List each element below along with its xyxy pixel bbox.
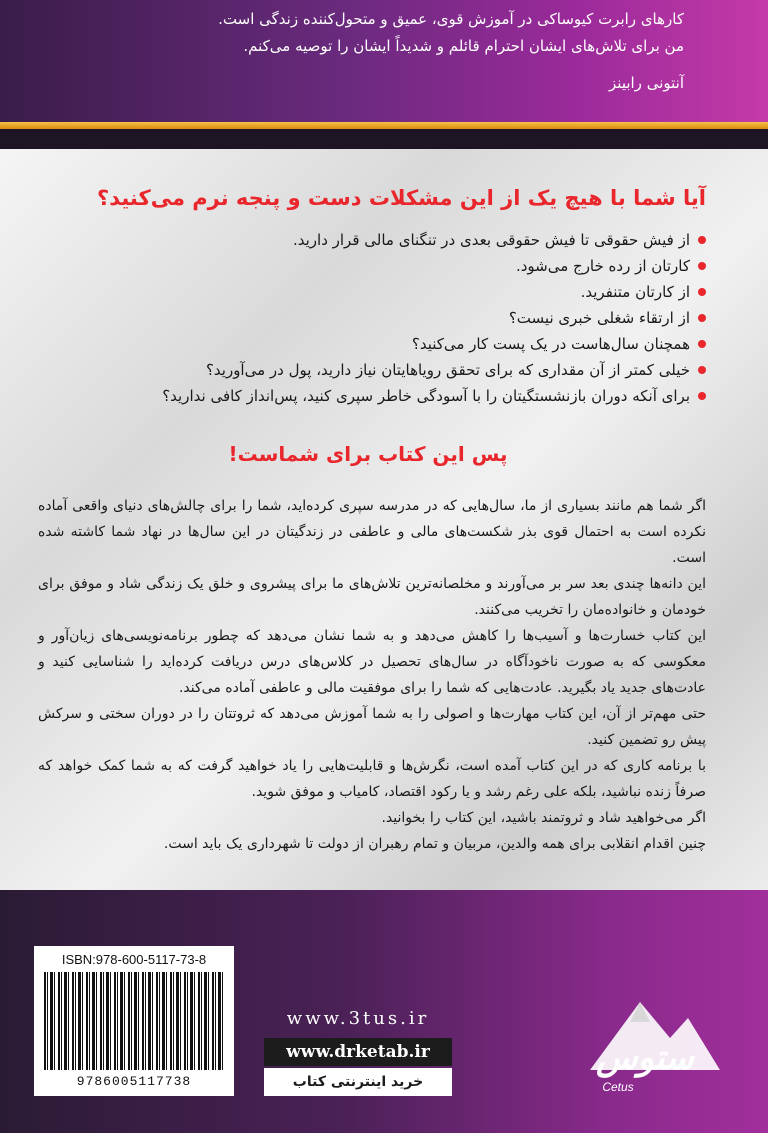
subheading: پس این کتاب برای شماست! xyxy=(228,442,508,466)
paragraph: حتی مهم‌تر از آن، این کتاب مهارت‌ها و اصولی را به شما آموزش می‌دهد که ثروتتان را در دوران سختی و سرکش پیش رو تضمین کنید. xyxy=(38,706,706,748)
paragraph: اگر شما هم مانند بسیاری از ما، سال‌هایی که در مدرسه سپری کرده‌اید، شما را برای چالش‌های دنیای واقعی آماده نکرده است به احتمال قوی بذر شکست‌های مالی و عاطفی در زندگیتان در این سال‌ها در نهاد شما کاشته شده است. xyxy=(38,498,706,566)
top-quote-band xyxy=(0,0,768,122)
shop-label: خرید اینترنتی کتاب xyxy=(264,1068,452,1096)
quote-author: آنتونی رابینز xyxy=(609,74,684,92)
list-item: از کارتان متنفرید. xyxy=(30,279,706,305)
list-item: از ارتقاء شغلی خبری نیست؟ xyxy=(30,305,706,331)
logo-persian: ستوس xyxy=(596,1038,694,1078)
list-item: کارتان از رده خارج می‌شود. xyxy=(30,253,706,279)
bullet-dot-icon xyxy=(698,340,706,348)
website-secondary: www.drketab.ir xyxy=(264,1038,452,1066)
bullet-dot-icon xyxy=(698,236,706,244)
bullet-dot-icon xyxy=(698,314,706,322)
paragraph: با برنامه کاری که در این کتاب آمده است، نگرش‌ها و قابلیت‌هایی را یاد خواهید گرفت که به شما کمک خواهد که صرفاً زنده نباشید، بلکه علی رغم رشد و یا رکود اقتصاد، کامیاب و موفق شوید. xyxy=(38,758,706,800)
list-item: از فیش حقوقی تا فیش حقوقی بعدی در تنگنای مالی قرار دارید. xyxy=(30,227,706,253)
gold-divider xyxy=(0,122,768,129)
problem-list xyxy=(30,227,706,409)
bottom-band xyxy=(0,890,768,1133)
main-content-panel xyxy=(0,149,768,890)
quote-line-1: کارهای رابرت کیوساکی در آموزش قوی، عمیق و متحول‌کننده زندگی است. xyxy=(218,10,684,28)
bullet-dot-icon xyxy=(698,392,706,400)
body-text xyxy=(30,493,706,857)
quote-line-2: من برای تلاش‌های ایشان احترام قائلم و شدیداً ایشان را توصیه می‌کنم. xyxy=(243,37,684,55)
paragraph: این کتاب خسارت‌ها و آسیب‌ها را کاهش می‌دهد و به شما نشان می‌دهد که چطور برنامه‌نویسی‌های زیان‌آور و معکوسی که به صورت ناخودآگاه در سال‌های تحصیل در کلاس‌های درس دریافت کرده‌اید را شناسایی کنید و عادت‌های جدید یاد بگیرید. عادت‌هایی که شما را برای موفقیت مالی و عاطفی آماده می‌کند. xyxy=(38,628,706,696)
paragraph: چنین اقدام انقلابی برای همه والدین، مربیان و تمام رهبران از دولت تا شهرداری یک باید است. xyxy=(163,836,706,852)
dark-divider xyxy=(0,129,768,149)
list-item: خیلی کمتر از آن مقداری که برای تحقق رویاهایتان نیاز دارید، پول در می‌آورید؟ xyxy=(30,357,706,383)
bullet-dot-icon xyxy=(698,262,706,270)
barcode-number: 9786005117738 xyxy=(76,1074,192,1089)
barcode-bars-icon xyxy=(44,972,224,1070)
headline: آیا شما با هیچ یک از این مشکلات دست و پنجه نرم می‌کنید؟ xyxy=(97,186,706,210)
isbn-label: ISBN:978-600-5117-73-8 xyxy=(61,952,207,967)
bullet-dot-icon xyxy=(698,366,706,374)
list-item: همچنان سال‌هاست در یک پست کار می‌کنید؟ xyxy=(30,331,706,357)
website-primary: www.3tus.ir xyxy=(286,1008,430,1029)
barcode xyxy=(34,946,234,1096)
paragraph: اگر می‌خواهید شاد و ثروتمند باشید، این کتاب را بخوانید. xyxy=(381,810,706,826)
bullet-dot-icon xyxy=(698,288,706,296)
list-item: برای آنکه دوران بازنشستگیتان را با آسودگی خاطر سپری کنید، پس‌انداز کافی ندارید؟ xyxy=(30,383,706,409)
logo-latin: Cetus xyxy=(602,1080,634,1094)
paragraph: این دانه‌ها چندی بعد سر بر می‌آورند و مخلصانه‌ترین تلاش‌های ما برای پیشروی و خلق یک زندگی شاد و موفق برای خودمان و خانواده‌مان را تخریب می‌کنند. xyxy=(38,576,706,618)
